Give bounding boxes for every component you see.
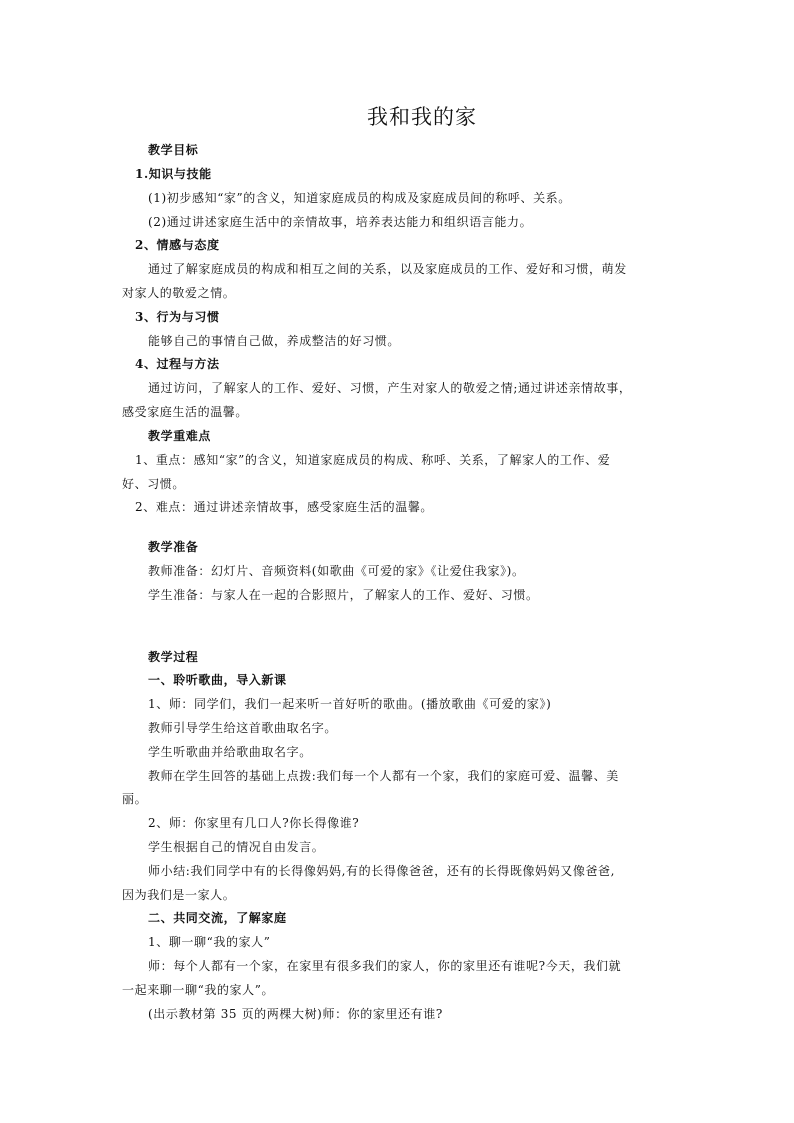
paragraph-line: (出示教材第 35 页的两棵大树)师：你的家里还有谁? xyxy=(148,1007,443,1021)
paragraph-line: 能够自己的事情自己做，养成整洁的好习惯。 xyxy=(148,334,401,348)
paragraph-line: 通过访问，了解家人的工作、爱好、习惯，产生对家人的敬爱之情;通过讲述亲情故事， xyxy=(148,381,632,395)
paragraph-line: 教师在学生回答的基础上点拨:我们每一个人都有一个家，我们的家庭可爱、温馨、美 xyxy=(148,769,619,783)
paragraph-line: 丽。 xyxy=(122,792,148,806)
paragraph-line: 教师准备：幻灯片、音频资料(如歌曲《可爱的家》《让爱住我家》)。 xyxy=(148,564,525,578)
paragraph-line: 1、师：同学们，我们一起来听一首好听的歌曲。(播放歌曲《可爱的家》) xyxy=(148,697,552,711)
paragraph-line: 2、难点：通过讲述亲情故事，感受家庭生活的温馨。 xyxy=(135,500,434,514)
heading-teaching-process: 教学过程 xyxy=(148,650,199,664)
paragraph-line: (1)初步感知“家”的含义，知道家庭成员的构成及家庭成员间的称呼、关系。 xyxy=(148,191,571,205)
paragraph-line: 学生根据自己的情况自由发言。 xyxy=(148,840,325,854)
paragraph-line: 因为我们是一家人。 xyxy=(122,888,236,902)
subheading-knowledge-skills: 1.知识与技能 xyxy=(135,167,212,181)
subheading-behavior-habits: 3、行为与习惯 xyxy=(135,310,220,324)
paragraph-line: 好、习惯。 xyxy=(122,477,186,491)
paragraph-line: 2、师：你家里有几口人?你长得像谁? xyxy=(148,816,360,830)
paragraph-line: 教师引导学生给这首歌曲取名字。 xyxy=(148,721,338,735)
paragraph-line: 一起来聊一聊“我的家人”。 xyxy=(122,983,275,997)
paragraph-line: 通过了解家庭成员的构成和相互之间的关系，以及家庭成员的工作、爱好和习惯，萌发 xyxy=(148,262,627,276)
section-heading-one: 一、聆听歌曲，导入新课 xyxy=(148,673,287,687)
paragraph-line: 感受家庭生活的温馨。 xyxy=(122,405,249,419)
paragraph-line: 学生准备：与家人在一起的合影照片，了解家人的工作、爱好、习惯。 xyxy=(148,588,539,602)
subheading-process-method: 4、过程与方法 xyxy=(135,357,220,371)
paragraph-line: 1、聊一聊“我的家人” xyxy=(148,935,271,949)
subheading-emotion-attitude: 2、情感与态度 xyxy=(135,238,220,252)
paragraph-line: 1、重点：感知“家”的含义，知道家庭成员的构成、称呼、关系，了解家人的工作、爱 xyxy=(135,453,611,467)
paragraph-line: 师小结:我们同学中有的长得像妈妈,有的长得像爸爸，还有的长得既像妈妈又像爸爸, xyxy=(148,864,616,878)
paragraph-line: 学生听歌曲并给歌曲取名字。 xyxy=(148,745,312,759)
page-title: 我和我的家 xyxy=(367,105,477,129)
paragraph-line: 师：每个人都有一个家，在家里有很多我们的家人，你的家里还有谁呢?今天，我们就 xyxy=(148,959,622,973)
paragraph-line: 对家人的敬爱之情。 xyxy=(122,286,236,300)
heading-key-points: 教学重难点 xyxy=(148,429,212,443)
heading-teaching-preparation: 教学准备 xyxy=(148,540,199,554)
heading-teaching-goals: 教学目标 xyxy=(148,143,199,157)
section-heading-two: 二、共同交流，了解家庭 xyxy=(148,911,287,925)
paragraph-line: (2)通过讲述家庭生活中的亲情故事，培养表达能力和组织语言能力。 xyxy=(148,215,533,229)
